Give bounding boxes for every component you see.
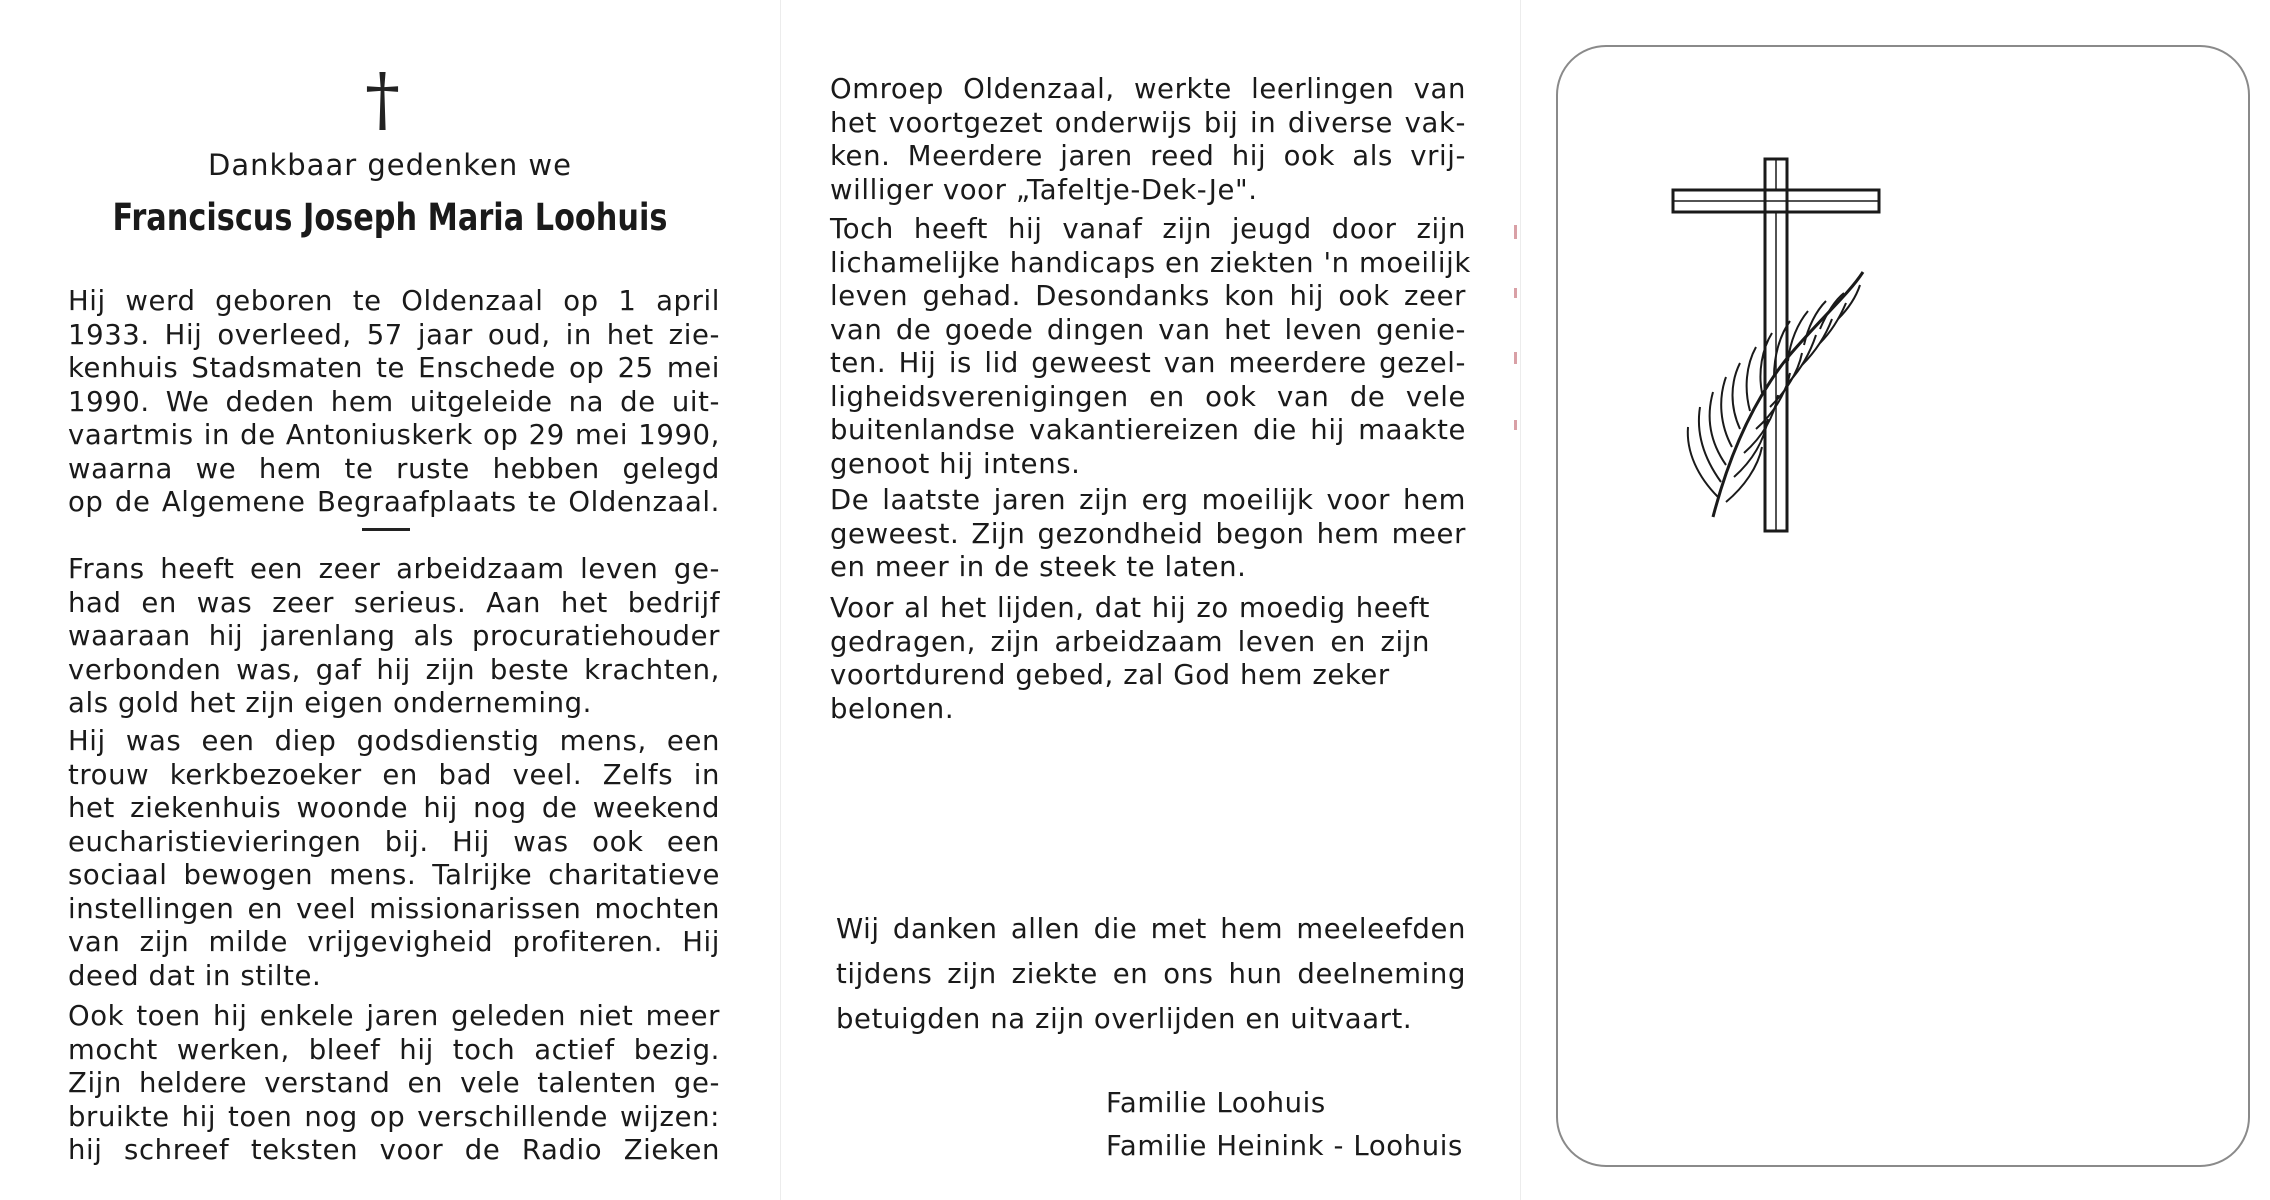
text-line: Zijn heldere verstand en vele talenten ge- xyxy=(68,1067,720,1099)
text-line: geweest. Zijn gezondheid begon hem meer xyxy=(830,517,1466,550)
text-line: Hij werd geboren te Oldenzaal op 1 april xyxy=(68,285,720,317)
paragraph-faith xyxy=(68,725,720,993)
text-line: vaartmis in de Antoniuskerk op 29 mei 1990, xyxy=(68,419,720,451)
signatures xyxy=(1106,1082,1486,1168)
text-line: lichamelijke handicaps en ziekten 'n moeilijk xyxy=(830,246,1471,279)
text-line: Wij danken allen die met hem meeleefden xyxy=(836,913,1466,945)
text-line: genoot hij intens. xyxy=(830,447,1081,480)
text-line: williger voor „Tafeltje-Dek-Je". xyxy=(830,173,1258,206)
paragraph-activities xyxy=(68,1000,720,1168)
text-line: Ook toen hij enkele jaren geleden niet meer xyxy=(68,1000,720,1032)
edge-mark xyxy=(1514,352,1517,364)
text-line: van zijn milde vrijgevigheid profiteren. Hij xyxy=(68,926,720,958)
text-line: Hij was een diep godsdienstig mens, een xyxy=(68,725,720,757)
text-line: Toch heeft hij vanaf zijn jeugd door zijn xyxy=(830,213,1466,245)
fold-line xyxy=(1520,0,1521,1200)
text-line: ten. Hij is lid geweest van meerdere gezel- xyxy=(830,347,1466,379)
edge-mark xyxy=(1514,225,1517,239)
text-line: 1933. Hij overleed, 57 jaar oud, in het zie- xyxy=(68,318,720,351)
text-line: als gold het zijn eigen onderneming. xyxy=(68,687,592,719)
text-line: betuigden na zijn overlijden en uitvaart. xyxy=(836,1003,1413,1035)
text-line: en meer in de steek te laten. xyxy=(830,551,1247,583)
cross-symbol: † xyxy=(365,58,400,140)
edge-mark xyxy=(1514,288,1517,298)
paragraph-handicaps xyxy=(830,213,1471,481)
paragraph-birth-death xyxy=(68,285,720,520)
text-line: van de goede dingen van het leven genie- xyxy=(830,313,1466,346)
text-line: De laatste jaren zijn erg moeilijk voor hem xyxy=(830,484,1466,516)
text-line: mocht werken, bleef hij toch actief bezig. xyxy=(68,1033,720,1066)
paragraph-work xyxy=(68,553,720,721)
text-line: ken. Meerdere jaren reed hij ook als vrij- xyxy=(830,140,1466,172)
text-line: gedragen, zijn arbeidzaam leven en zijn xyxy=(830,625,1430,658)
text-line: tijdens zijn ziekte en ons hun deelneming xyxy=(836,958,1466,990)
paragraph-reward xyxy=(830,592,1430,726)
text-line: verbonden was, gaf hij zijn beste krachten, xyxy=(68,653,720,686)
text-line: instellingen en veel missionarissen mochten xyxy=(68,892,720,925)
text-line: Frans heeft een zeer arbeidzaam leven ge- xyxy=(68,553,720,585)
text-line: belonen. xyxy=(830,692,955,725)
text-line: kenhuis Stadsmaten te Enschede op 25 mei xyxy=(68,352,720,384)
paragraph-volunteer xyxy=(830,73,1466,207)
text-line: bruikte hij toen nog op verschillende wijzen: xyxy=(68,1100,720,1133)
text-line: waarna we hem te ruste hebben gelegd xyxy=(68,452,720,485)
text-line: het ziekenhuis woonde hij nog de weekend xyxy=(68,792,720,824)
text-line: Omroep Oldenzaal, werkte leerlingen van xyxy=(830,73,1466,105)
text-line: trouw kerkbezoeker en bad veel. Zelfs in xyxy=(68,758,720,791)
text-line: Voor al het lijden, dat hij zo moedig heeft xyxy=(830,592,1430,624)
thanks-paragraph xyxy=(836,907,1466,1042)
text-line: deed dat in stilte. xyxy=(68,959,322,992)
signature-line: Familie Loohuis xyxy=(1106,1087,1326,1119)
deceased-name: Franciscus Joseph Maria Loohuis xyxy=(112,196,668,239)
text-line: buitenlandse vakantiereizen die hij maakte xyxy=(830,414,1466,446)
text-line: het voortgezet onderwijs bij in diverse vak- xyxy=(830,106,1466,139)
divider-rule xyxy=(362,528,410,531)
text-line: waaraan hij jarenlang als procuratiehouder xyxy=(68,620,720,652)
signature-line: Familie Heinink - Loohuis xyxy=(1106,1130,1463,1162)
text-line: ligheidsverenigingen en ook van de vele xyxy=(830,380,1466,413)
middle-panel xyxy=(780,0,1520,1200)
intro-line: Dankbaar gedenken we xyxy=(207,148,572,182)
text-line: sociaal bewogen mens. Talrijke charitatieve xyxy=(68,859,720,891)
text-line: had en was zeer serieus. Aan het bedrijf xyxy=(68,586,720,619)
text-line: voortdurend gebed, zal God hem zeker xyxy=(830,659,1390,691)
left-panel xyxy=(0,0,780,1200)
text-line: leven gehad. Desondanks kon hij ook zeer xyxy=(830,280,1466,312)
text-line: hij schreef teksten voor de Radio Zieken xyxy=(68,1134,720,1166)
edge-mark xyxy=(1514,420,1517,430)
image-card xyxy=(1556,45,2250,1167)
text-line: eucharistievieringen bij. Hij was ook een xyxy=(68,825,720,858)
cross-with-palm-branch-icon xyxy=(1558,47,2248,1165)
text-line: 1990. We deden hem uitgeleide na de uit- xyxy=(68,385,720,418)
text-line: op de Algemene Begraafplaats te Oldenzaal. xyxy=(68,486,720,518)
paragraph-health xyxy=(830,484,1466,585)
